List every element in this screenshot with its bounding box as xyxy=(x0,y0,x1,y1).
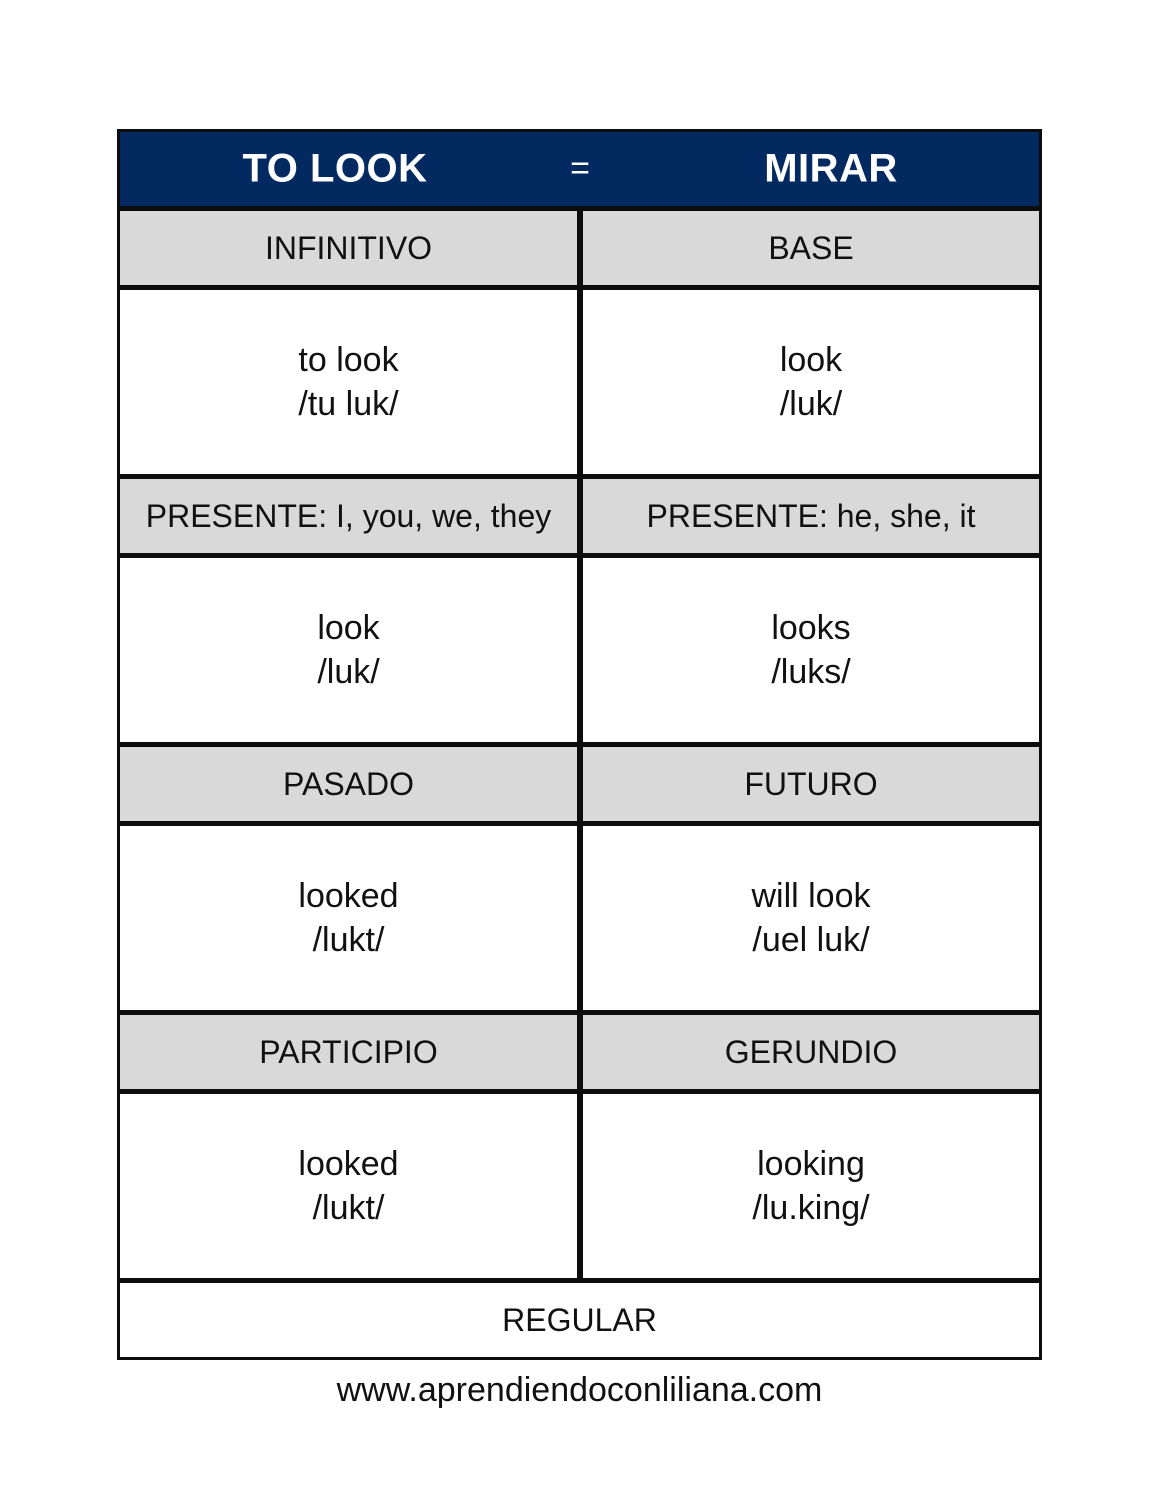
presente-third-person-word: looks xyxy=(771,609,851,647)
english-verb-title: TO LOOK xyxy=(242,146,428,191)
label-futuro: FUTURO xyxy=(580,744,1042,824)
verb-title-bar xyxy=(117,129,1042,209)
gerundio-word: looking xyxy=(757,1145,865,1183)
futuro-phonetic: /uel luk/ xyxy=(752,921,870,959)
label-row-pasado-futuro xyxy=(117,744,1042,824)
value-gerundio xyxy=(580,1091,1042,1281)
verb-type-row xyxy=(117,1280,1042,1360)
label-presente-third-person: PRESENTE: he, she, it xyxy=(580,476,1042,556)
value-row-infinitivo-base xyxy=(117,287,1042,477)
pasado-phonetic: /lukt/ xyxy=(312,921,385,959)
label-row-presente xyxy=(117,476,1042,556)
pasado-word: looked xyxy=(298,877,399,915)
value-base xyxy=(580,287,1042,477)
value-presente-plural xyxy=(117,555,580,745)
value-row-presente xyxy=(117,555,1042,745)
label-gerundio: GERUNDIO xyxy=(580,1012,1042,1092)
equals-sign: = xyxy=(570,149,590,188)
infinitivo-phonetic: /tu luk/ xyxy=(298,385,399,423)
spanish-verb-title: MIRAR xyxy=(764,146,898,191)
presente-third-person-phonetic: /luks/ xyxy=(771,653,851,691)
label-base: BASE xyxy=(580,208,1042,288)
value-pasado xyxy=(117,823,580,1013)
value-row-pasado-futuro xyxy=(117,823,1042,1013)
infinitivo-word: to look xyxy=(298,341,399,379)
label-row-infinitivo-base xyxy=(117,208,1042,288)
label-participio: PARTICIPIO xyxy=(117,1012,580,1092)
base-phonetic: /luk/ xyxy=(779,385,843,423)
website-url: www.aprendiendoconliliana.com xyxy=(336,1371,823,1409)
base-word: look xyxy=(779,341,843,379)
label-infinitivo: INFINITIVO xyxy=(117,208,580,288)
participio-phonetic: /lukt/ xyxy=(312,1189,385,1227)
verb-type-label: REGULAR xyxy=(117,1280,1042,1360)
presente-plural-word: look xyxy=(317,609,380,647)
label-pasado: PASADO xyxy=(117,744,580,824)
value-row-participio-gerundio xyxy=(117,1091,1042,1281)
label-presente-plural: PRESENTE: I, you, we, they xyxy=(117,476,580,556)
presente-plural-phonetic: /luk/ xyxy=(317,653,380,691)
value-presente-third-person xyxy=(580,555,1042,745)
label-row-participio-gerundio xyxy=(117,1012,1042,1092)
participio-word: looked xyxy=(298,1145,399,1183)
value-infinitivo xyxy=(117,287,580,477)
gerundio-phonetic: /lu.king/ xyxy=(752,1189,870,1227)
verb-card xyxy=(117,129,1042,1360)
value-participio xyxy=(117,1091,580,1281)
value-futuro xyxy=(580,823,1042,1013)
futuro-word: will look xyxy=(751,877,871,915)
